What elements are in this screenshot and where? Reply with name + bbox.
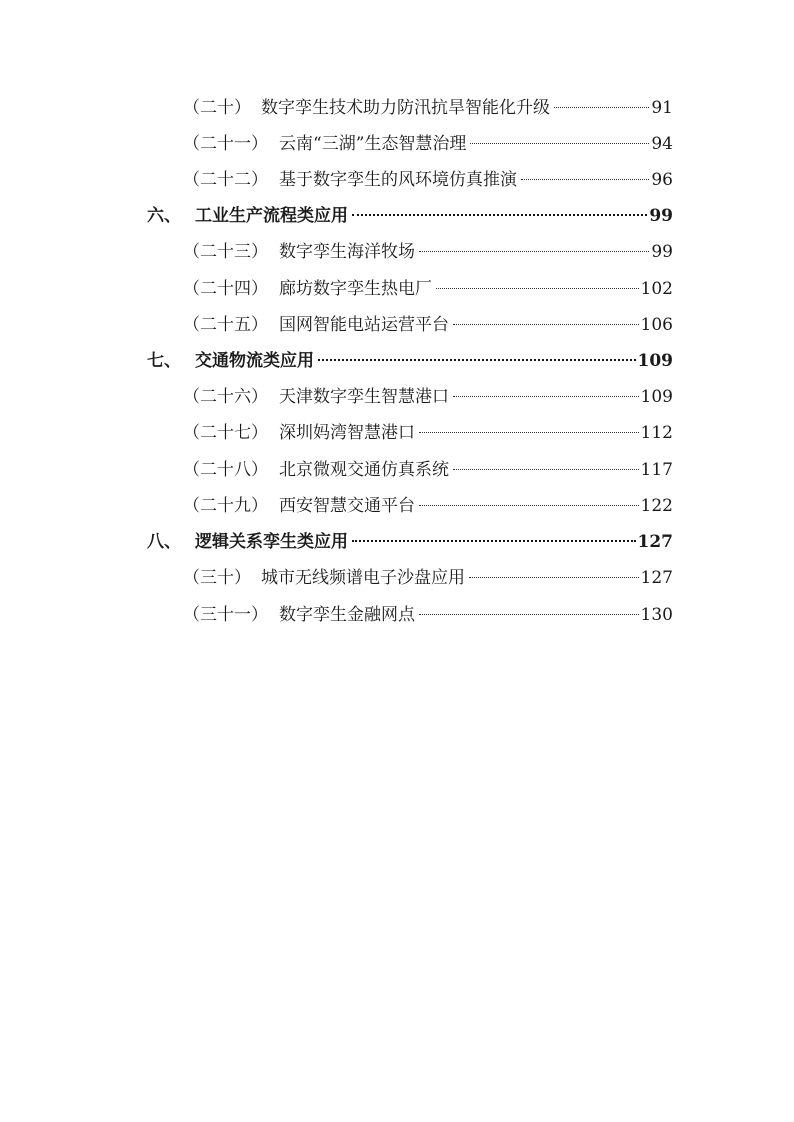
toc-entry-number: （二十七） — [183, 423, 268, 443]
toc-entry[interactable] — [183, 240, 673, 264]
toc-entry-number: （二十五） — [183, 315, 268, 335]
toc-chapter-title: 逻辑关系孪生类应用 — [195, 532, 348, 552]
toc-chapter-page: 109 — [637, 351, 673, 371]
toc-chapter-page: 127 — [637, 532, 673, 552]
toc-entry[interactable] — [183, 566, 673, 590]
toc-entry[interactable] — [183, 494, 673, 518]
toc-entry-title: 基于数字孪生的风环境仿真推演 — [279, 170, 517, 190]
toc-entry-page: 99 — [651, 242, 673, 262]
toc-entry-title: 北京微观交通仿真系统 — [279, 460, 449, 480]
toc-dot-leader — [470, 143, 649, 144]
toc-entry[interactable] — [183, 385, 673, 409]
toc-entry-number: （二十一） — [183, 134, 268, 154]
toc-entry-page: 127 — [640, 568, 673, 588]
toc-entry-title: 西安智慧交通平台 — [279, 496, 415, 516]
toc-entry-title: 深圳妈湾智慧港口 — [279, 423, 415, 443]
toc-entry[interactable] — [183, 168, 673, 192]
toc-entry-page: 94 — [651, 134, 673, 154]
toc-entry-title: 国网智能电站运营平台 — [279, 315, 449, 335]
toc-entry[interactable] — [183, 96, 673, 120]
toc-chapter-number: 七、 — [147, 351, 181, 371]
toc-entry[interactable] — [183, 421, 673, 445]
toc-entry-title: 廊坊数字孪生热电厂 — [279, 279, 432, 299]
toc-entry-number: （二十四） — [183, 279, 268, 299]
toc-dot-leader — [419, 432, 639, 433]
toc-entry[interactable] — [183, 132, 673, 156]
toc-entry-number: （二十） — [183, 98, 251, 118]
toc-entry-title: 城市无线频谱电子沙盘应用 — [261, 568, 465, 588]
toc-dot-leader — [521, 179, 649, 180]
toc-entry-page: 122 — [640, 496, 673, 516]
toc-entry-number: （二十九） — [183, 496, 268, 516]
toc-entry-page: 91 — [651, 98, 673, 118]
toc-dot-leader — [453, 324, 639, 325]
toc-dot-leader — [453, 396, 639, 397]
toc-entry-title: 数字孪生技术助力防汛抗旱智能化升级 — [261, 98, 550, 118]
toc-entry-title: 数字孪生金融网点 — [279, 605, 415, 625]
toc-dot-leader — [419, 614, 639, 615]
toc-dot-leader — [419, 505, 639, 506]
toc-dot-leader — [318, 359, 636, 361]
toc-chapter-number: 八、 — [147, 532, 181, 552]
toc-entry-number: （三十） — [183, 568, 251, 588]
toc-dot-leader — [453, 469, 639, 470]
toc-chapter-title: 交通物流类应用 — [195, 351, 314, 371]
toc-dot-leader — [352, 214, 647, 216]
toc-entry-page: 130 — [640, 605, 673, 625]
toc-entry[interactable] — [183, 313, 673, 337]
toc-entry-number: （二十八） — [183, 460, 268, 480]
toc-dot-leader — [469, 577, 639, 578]
toc-entry-page: 112 — [640, 423, 673, 443]
toc-chapter-page: 99 — [649, 206, 673, 226]
toc-entry-number: （二十六） — [183, 387, 268, 407]
toc-entry-page: 96 — [651, 170, 673, 190]
toc-entry-page: 106 — [640, 315, 673, 335]
toc-entry-title: 天津数字孪生智慧港口 — [279, 387, 449, 407]
toc-dot-leader — [352, 540, 636, 542]
toc-dot-leader — [419, 251, 649, 252]
toc-entry-page: 117 — [640, 460, 673, 480]
toc-entry[interactable] — [183, 458, 673, 482]
toc-entry-page: 102 — [640, 279, 673, 299]
toc-entry[interactable] — [183, 277, 673, 301]
toc-dot-leader — [554, 107, 649, 108]
toc-entry-page: 109 — [640, 387, 673, 407]
toc-chapter[interactable] — [147, 530, 673, 554]
toc-chapter[interactable] — [147, 349, 673, 373]
toc-entry-title: 数字孪生海洋牧场 — [279, 242, 415, 262]
toc-entry[interactable] — [183, 603, 673, 627]
toc-chapter[interactable] — [147, 204, 673, 228]
toc-chapter-title: 工业生产流程类应用 — [195, 206, 348, 226]
toc-dot-leader — [436, 288, 639, 289]
toc-entry-number: （三十一） — [183, 605, 268, 625]
toc-entry-number: （二十二） — [183, 170, 268, 190]
toc-chapter-number: 六、 — [147, 206, 181, 226]
toc-entry-number: （二十三） — [183, 242, 268, 262]
toc-entry-title: 云南“三湖”生态智慧治理 — [279, 134, 467, 154]
